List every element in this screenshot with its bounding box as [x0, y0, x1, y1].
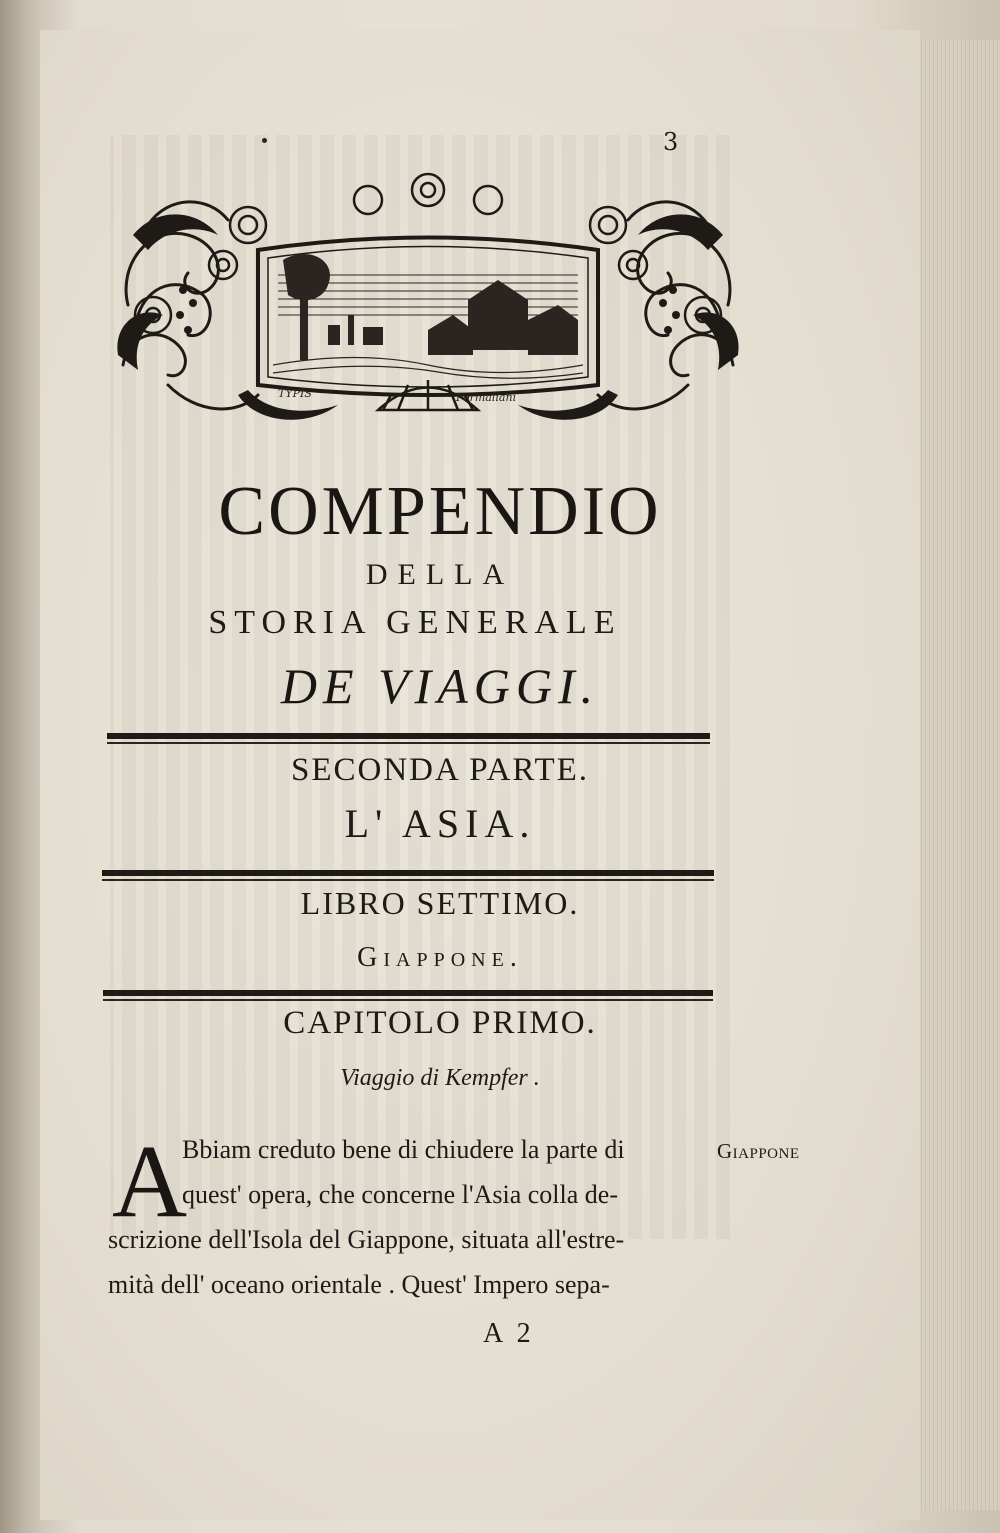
chapter-heading: CAPITOLO PRIMO. [283, 1005, 597, 1041]
title-compendio: COMPENDIO [218, 473, 662, 550]
body-line: quest' opera, che concerne l'Asia colla de- [182, 1180, 618, 1209]
title-de-viaggi: DE VIAGGI. [280, 658, 600, 714]
part-heading: SECONDA PARTE. [290, 752, 590, 788]
region-heading: L' ASIA. [344, 801, 536, 846]
title-della: DELLA [365, 558, 515, 591]
page-number: 3 [663, 128, 679, 156]
page-stack-edge [910, 40, 1000, 1510]
body-line: Bbiam creduto bene di chiudere la parte di [182, 1135, 625, 1164]
drop-cap: A [112, 1124, 188, 1239]
title-storia-generale: STORIA GENERALE [208, 604, 622, 641]
headpiece-vignette [108, 165, 748, 455]
signature-mark: A 2 [483, 1318, 535, 1349]
vignette-caption-left: TYPIS [278, 387, 312, 400]
marginal-note: Giappone [717, 1139, 800, 1163]
country-heading: Giappone. [357, 942, 523, 973]
body-line: mità dell' oceano orientale . Quest' Impero sepa- [108, 1270, 610, 1299]
ornament-dot [262, 138, 267, 143]
book-heading: LIBRO SETTIMO. [300, 885, 580, 921]
body-line: scrizione dell'Isola del Giappone, situata all'estre- [108, 1225, 625, 1254]
vignette-caption-right: Formaliani [456, 391, 517, 404]
chapter-subtitle: Viaggio di Kempfer . [340, 1065, 540, 1091]
